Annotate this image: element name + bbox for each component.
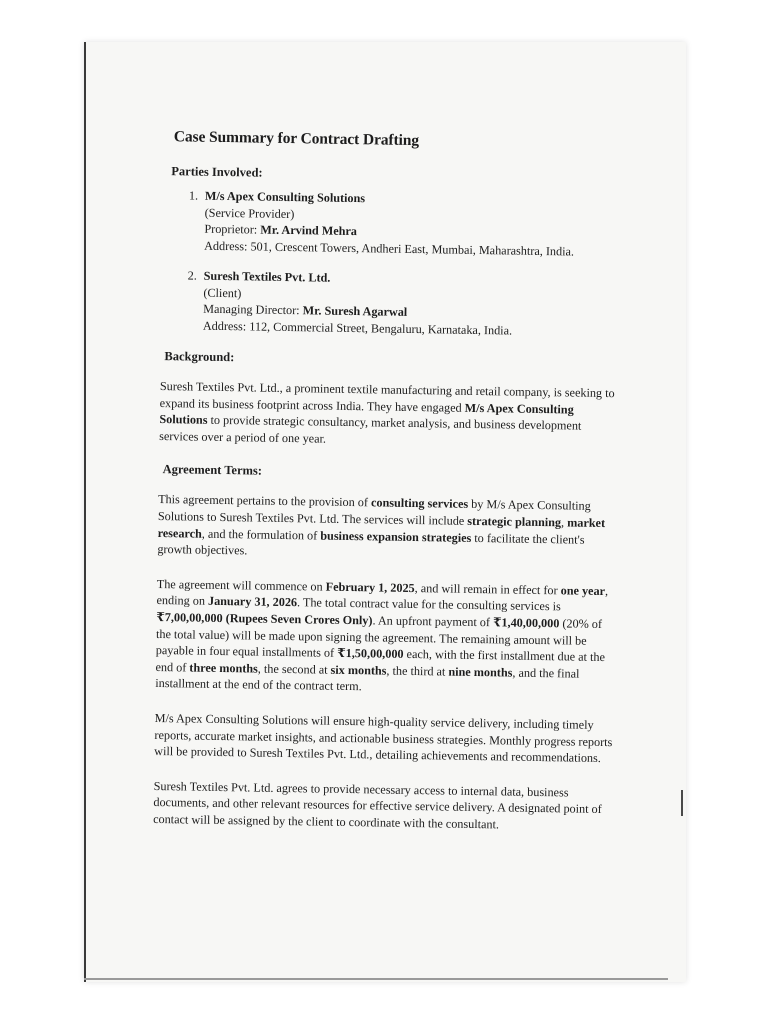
terms-paragraph-client-obligations: Suresh Textiles Pvt. Ltd. agrees to provide necessary access to internal data, business documents, and other relevant resources for effective service delivery. A designated point of contact will be assigned by the client to coordinate with the consultant. — [153, 778, 602, 832]
parties-heading: Parties Involved: — [171, 164, 263, 180]
party-role: (Service Provider) — [204, 205, 295, 221]
background-heading: Background: — [164, 349, 235, 365]
paper-bottom-edge — [84, 978, 668, 980]
party-contact-prefix: Managing Director: — [203, 301, 300, 318]
document-title: Case Summary for Contract Drafting — [173, 128, 420, 150]
scan-edge-mark — [681, 790, 683, 816]
party-address: Address: 112, Commercial Street, Bengaluru, Karnataka, India. — [202, 318, 513, 338]
party-name: M/s Apex Consulting Solutions — [204, 188, 366, 206]
party-role: (Client) — [203, 285, 242, 300]
terms-paragraph-delivery: M/s Apex Consulting Solutions will ensure high-quality service delivery, including timely reports, accurate market insights, and actionable business strategies. Monthly progress reports will be provided to Suresh Textiles Pvt. Ltd., detailing achievements and recommendations. — [154, 710, 613, 766]
agreement-terms-heading: Agreement Terms: — [162, 462, 263, 479]
party-address: Address: 501, Crescent Towers, Andheri East, Mumbai, Maharashtra, India. — [204, 238, 575, 259]
party-contact-prefix: Proprietor: — [204, 221, 258, 237]
party-item-client — [157, 267, 620, 340]
party-contact-name: Mr. Suresh Agarwal — [302, 303, 408, 319]
party-number: 1. — [188, 188, 199, 203]
document-body — [149, 128, 622, 853]
party-item-service-provider — [158, 187, 621, 260]
terms-paragraph-services: This agreement pertains to the provision of consulting services by M/s Apex Consulting Solutions to Suresh Textiles Pvt. Ltd. The services will include strategic planning, market research, and the formulation of business expansion strategies to facilitate the client's growth objectives. — [157, 492, 606, 558]
terms-paragraph-payment: The agreement will commence on February 1, 2025, and will remain in effect for one year, ending on January 31, 2026. The total contract value for the consulting services is ₹7,00,00,000 (Rupees Seven Crores Only). An upfront payment of ₹1,40,00,000 (20% of the total value) will be made upon signing the agreement. The remaining amount will be payable in four equal installments of ₹1,50,00,000 each, with the first installment due at the end of three months, the second at six months, the third at nine months, and the final installment at the end of the contract term. — [155, 576, 609, 694]
parties-list — [157, 187, 621, 340]
background-paragraph: Suresh Textiles Pvt. Ltd., a prominent textile manufacturing and retail company, is seeking to expand its business footprint across India. They have engaged M/s Apex Consulting Solutions to provide strategic consultancy, market analysis, and business development services over a period of one year. — [159, 379, 615, 446]
party-number: 2. — [187, 268, 197, 283]
party-contact-name: Mr. Arvind Mehra — [260, 222, 358, 239]
party-name: Suresh Textiles Pvt. Ltd. — [203, 268, 331, 285]
